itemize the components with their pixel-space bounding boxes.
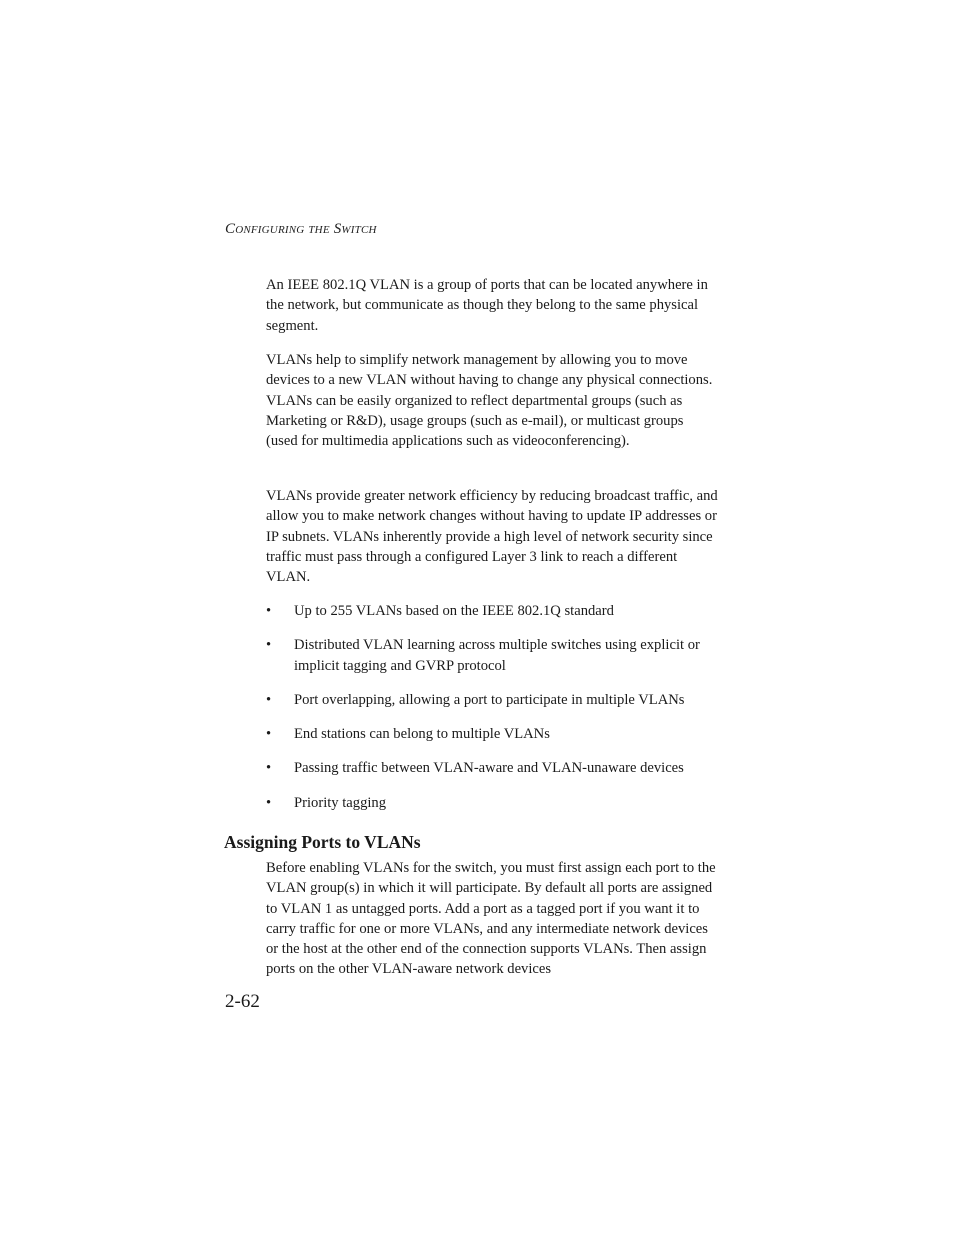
feature-list: [266, 601, 718, 827]
list-item: [266, 601, 718, 621]
paragraph-assigning-ports: Before enabling VLANs for the switch, you must first assign each port to the VLAN group(s) in which it will participate. By default all ports are assigned to VLAN 1 as untagged ports. Add a port as a tagged port if you want it to carry traffic for one or more VLANs, and any intermediate network devices or the host at the other end of the connection supports VLANs. Then assign ports on the other VLAN-aware network devices: [266, 860, 716, 978]
list-item: [266, 690, 718, 710]
paragraph-vlan-definition: An IEEE 802.1Q VLAN is a group of ports that can be located anywhere in the network, but communicate as though they belong to the same physical segment.: [266, 277, 708, 334]
list-item-text: Passing traffic between VLAN-aware and VLAN-unaware devices: [294, 760, 684, 777]
page-number: 2-62: [225, 991, 260, 1012]
section-heading: Assigning Ports to VLANs: [224, 832, 421, 852]
list-item-text: Port overlapping, allowing a port to participate in multiple VLANs: [294, 691, 685, 708]
paragraph-vlan-benefits: VLANs help to simplify network management by allowing you to move devices to a new VLAN without having to change any physical connections. VLANs can be easily organized to reflect departmental groups (such as Marketing or R&D), usage groups (such as e-mail), or multicast groups (used for multimedia applications such as videoconferencing).: [266, 352, 713, 450]
paragraph-vlan-efficiency: VLANs provide greater network efficiency by reducing broadcast traffic, and allow you to make network changes without having to update IP addresses or IP subnets. VLANs inherently provide a high level of network security since traffic must pass through a configured Layer 3 link to reach a different VLAN.: [266, 488, 718, 586]
list-item: [266, 635, 718, 676]
bullet-icon: •: [266, 603, 272, 619]
bullet-icon: •: [266, 637, 272, 654]
bullet-icon: •: [266, 726, 272, 743]
bullet-icon: •: [266, 794, 272, 811]
running-head: Configuring the Switch: [225, 221, 377, 237]
list-item: [266, 724, 718, 744]
list-item-text: Distributed VLAN learning across multiple switches using explicit or implicit tagging and GVRP protocol: [294, 637, 700, 674]
list-item-text: End stations can belong to multiple VLANs: [294, 726, 550, 743]
bullet-icon: •: [266, 760, 272, 777]
bullet-icon: •: [266, 691, 272, 708]
list-item: [266, 758, 718, 778]
list-item: [266, 793, 718, 813]
list-item-text: Priority tagging: [294, 794, 387, 811]
list-item-text: Up to 255 VLANs based on the IEEE 802.1Q standard: [294, 603, 614, 619]
